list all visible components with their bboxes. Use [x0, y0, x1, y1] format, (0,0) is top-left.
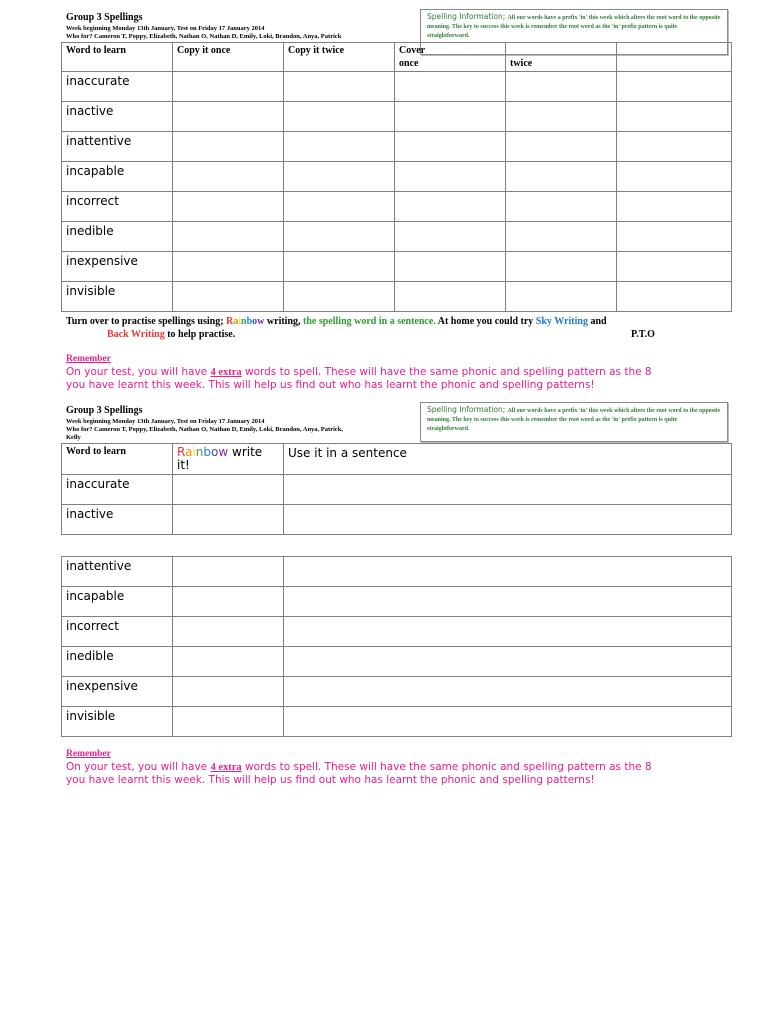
- blank-cell[interactable]: [284, 282, 395, 312]
- blank-cell[interactable]: [284, 557, 732, 587]
- blank-cell[interactable]: [395, 222, 506, 252]
- blank-cell[interactable]: [617, 102, 732, 132]
- col-copy-once: Copy it once: [173, 43, 284, 72]
- word-cell: inedible: [62, 647, 173, 677]
- table-row: [62, 707, 732, 737]
- blank-cell[interactable]: [173, 505, 284, 535]
- table-row: [62, 617, 732, 647]
- blank-cell[interactable]: [173, 475, 284, 505]
- spelling-table-1: [61, 42, 732, 312]
- blank-cell[interactable]: [173, 132, 284, 162]
- word-cell: inattentive: [62, 132, 173, 162]
- table-header-row: [62, 43, 732, 72]
- who-line: Who for? Cameron T, Poppy, Elizabeth, Nathan O, Nathan D, Emily, Loki, Brandon, Anya, Patrick: [66, 33, 342, 40]
- blank-cell[interactable]: [173, 162, 284, 192]
- col-use-in-sentence: Use it in a sentence: [284, 444, 732, 475]
- blank-cell[interactable]: [617, 72, 732, 102]
- who-line-2: Who for? Cameron T, Poppy, Elizabeth, Nathan O, Nathan D, Emily, Loki, Brandon, Anya, Patrick, Kelly: [66, 426, 344, 441]
- blank-cell[interactable]: [173, 222, 284, 252]
- word-cell: inaccurate: [62, 72, 173, 102]
- info-text: All our words have a prefix 'in' this week which alters the root word to the opposite meaning. The key to success this week is remember the root word as the 'in' prefix pattern is quite straightforward.: [427, 15, 721, 39]
- blank-cell[interactable]: [395, 192, 506, 222]
- blank-cell[interactable]: [173, 617, 284, 647]
- blank-cell[interactable]: [173, 707, 284, 737]
- blank-cell[interactable]: [284, 617, 732, 647]
- practise-note: Turn over to practise spellings using; Rainbow writing, the spelling word in a sentence. At home you could try Sky Writing and: [66, 316, 607, 327]
- blank-cell[interactable]: [395, 252, 506, 282]
- blank-cell[interactable]: [173, 282, 284, 312]
- table-row: [62, 72, 732, 102]
- table-row: [62, 252, 732, 282]
- table-row: [62, 282, 732, 312]
- blank-cell[interactable]: [506, 252, 617, 282]
- blank-cell[interactable]: [173, 677, 284, 707]
- blank-cell[interactable]: [173, 102, 284, 132]
- spelling-table-2b: [61, 556, 732, 737]
- blank-cell[interactable]: [395, 102, 506, 132]
- blank-cell[interactable]: [284, 252, 395, 282]
- week-line: Week beginning Monday 13th January, Test on Friday 17 January 2014: [66, 25, 265, 32]
- blank-cell[interactable]: [617, 192, 732, 222]
- blank-cell[interactable]: [173, 587, 284, 617]
- word-cell: invisible: [62, 707, 173, 737]
- blank-cell[interactable]: [395, 72, 506, 102]
- blank-cell[interactable]: [173, 557, 284, 587]
- word-cell: invisible: [62, 282, 173, 312]
- word-cell: incorrect: [62, 617, 173, 647]
- table-row: [62, 222, 732, 252]
- blank-cell[interactable]: [284, 132, 395, 162]
- blank-cell[interactable]: [617, 132, 732, 162]
- table-row: [62, 102, 732, 132]
- page-title: Group 3 Spellings: [66, 12, 143, 23]
- blank-cell[interactable]: [284, 677, 732, 707]
- word-cell: inattentive: [62, 557, 173, 587]
- blank-cell[interactable]: [506, 102, 617, 132]
- blank-cell[interactable]: [173, 192, 284, 222]
- blank-cell[interactable]: [506, 222, 617, 252]
- blank-cell[interactable]: [284, 102, 395, 132]
- blank-cell[interactable]: [506, 162, 617, 192]
- col-word-to-learn: Word to learn: [62, 43, 173, 72]
- blank-cell[interactable]: [617, 162, 732, 192]
- blank-cell[interactable]: [617, 222, 732, 252]
- week-line-2: Week beginning Monday 13th January, Test on Friday 17 January 2014: [66, 418, 265, 425]
- table-row: [62, 647, 732, 677]
- practise-note-line2: Back Writing to help practise.: [107, 329, 236, 340]
- col-cover-twice: twice: [506, 43, 617, 72]
- blank-cell[interactable]: [395, 132, 506, 162]
- table-row: [62, 587, 732, 617]
- word-cell: inexpensive: [62, 677, 173, 707]
- blank-cell[interactable]: [284, 162, 395, 192]
- blank-cell[interactable]: [617, 282, 732, 312]
- table-row: [62, 505, 732, 535]
- blank-cell[interactable]: [284, 72, 395, 102]
- blank-cell[interactable]: [617, 252, 732, 282]
- remember-title-2: Remember: [66, 749, 111, 759]
- page-title-2: Group 3 Spellings: [66, 405, 143, 416]
- blank-cell[interactable]: [506, 72, 617, 102]
- word-cell: incorrect: [62, 192, 173, 222]
- blank-cell[interactable]: [284, 707, 732, 737]
- table-row: [62, 475, 732, 505]
- remember-text: On your test, you will have 4 extra words to spell. These will have the same phonic and spelling pattern as the 8 you have learnt this week. This will help us find out who has learnt the phonic and spelling patterns!: [66, 366, 652, 391]
- table-header-row: [62, 444, 732, 475]
- col-extra: [617, 43, 732, 72]
- blank-cell[interactable]: [173, 72, 284, 102]
- word-cell: inactive: [62, 505, 173, 535]
- word-cell: incapable: [62, 162, 173, 192]
- table-row: [62, 192, 732, 222]
- col-word-to-learn: Word to learn: [62, 444, 173, 475]
- info-lead: Spelling Information;: [427, 12, 506, 21]
- blank-cell[interactable]: [284, 222, 395, 252]
- blank-cell[interactable]: [284, 647, 732, 677]
- blank-cell[interactable]: [284, 587, 732, 617]
- blank-cell[interactable]: [506, 192, 617, 222]
- table-row: [62, 557, 732, 587]
- word-cell: inaccurate: [62, 475, 173, 505]
- remember-title: Remember: [66, 354, 111, 364]
- rainbow-word: Rainbow: [226, 316, 265, 327]
- word-cell: inedible: [62, 222, 173, 252]
- table-row: [62, 132, 732, 162]
- col-copy-twice: Copy it twice: [284, 43, 395, 72]
- blank-cell[interactable]: [506, 132, 617, 162]
- remember-text-2: On your test, you will have 4 extra words to spell. These will have the same phonic and spelling pattern as the 8 you have learnt this week. This will help us find out who has learnt the phonic and spelling patterns!: [66, 761, 652, 786]
- table-row: [62, 677, 732, 707]
- blank-cell[interactable]: [173, 647, 284, 677]
- word-cell: inactive: [62, 102, 173, 132]
- word-cell: inexpensive: [62, 252, 173, 282]
- blank-cell[interactable]: [284, 475, 732, 505]
- blank-cell[interactable]: [506, 282, 617, 312]
- blank-cell[interactable]: [173, 252, 284, 282]
- word-cell: incapable: [62, 587, 173, 617]
- blank-cell[interactable]: [395, 162, 506, 192]
- spelling-info-box-2: Spelling Information; All our words have a prefix 'in' this week which alters the root word to the opposite meaning. The key to success this week is remember the root word as the 'in' prefix pattern is quite straightforward.: [420, 402, 728, 442]
- blank-cell[interactable]: [284, 505, 732, 535]
- table-row: [62, 162, 732, 192]
- col-rainbow-write: Rainbow write it!: [173, 444, 284, 475]
- blank-cell[interactable]: [395, 282, 506, 312]
- blank-cell[interactable]: [284, 192, 395, 222]
- col-cover-once: Cover once: [395, 43, 506, 72]
- spelling-table-2a: [61, 443, 732, 535]
- pto-label: P.T.O: [631, 329, 655, 340]
